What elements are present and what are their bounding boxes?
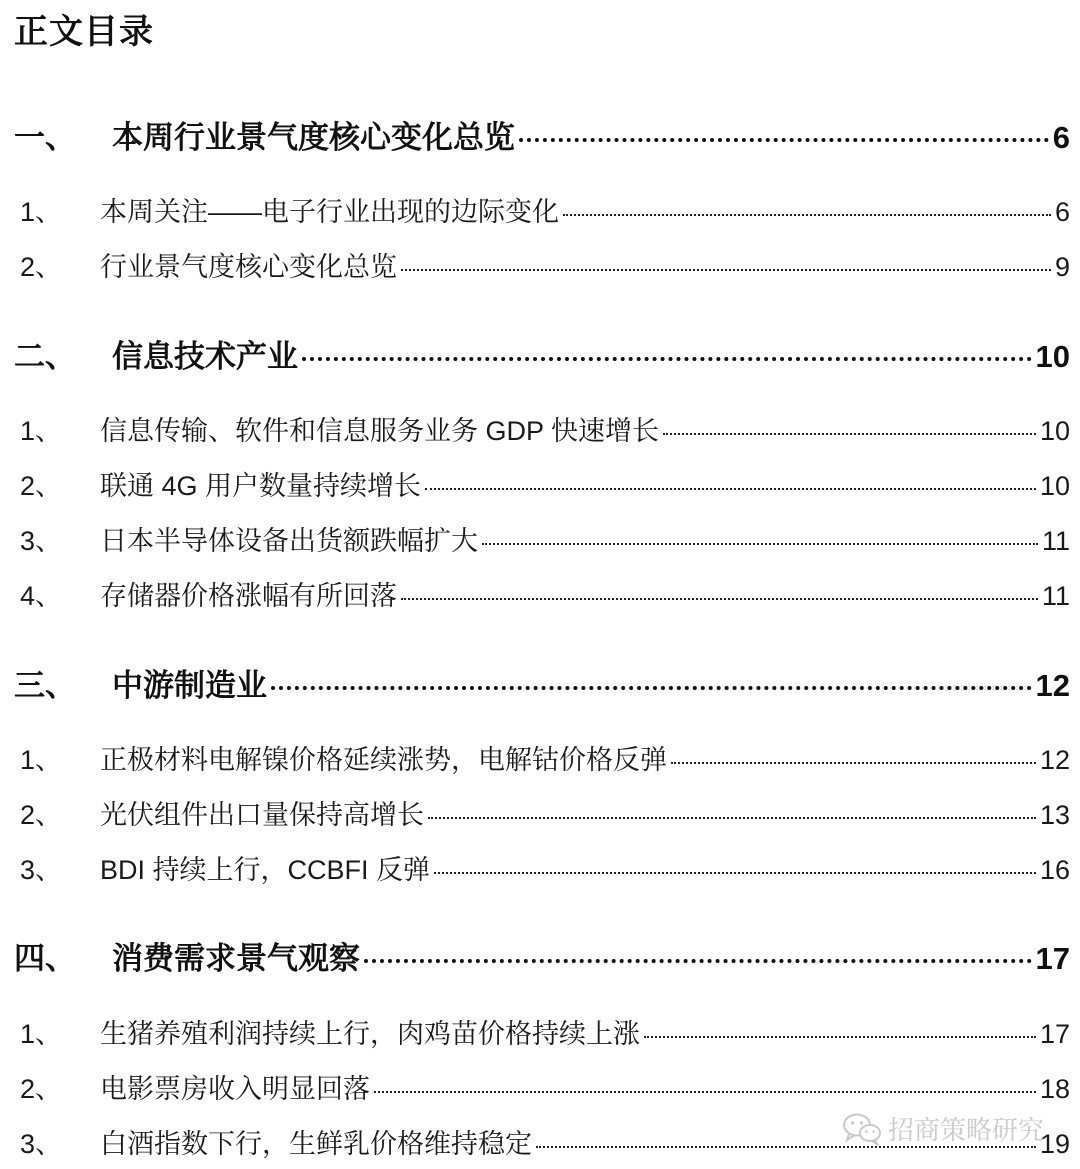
page-number: 10 (1039, 416, 1070, 446)
page-title: 正文目录 (14, 13, 154, 51)
page-number: 13 (1039, 800, 1070, 830)
dot-leader (271, 686, 1032, 690)
toc-item[interactable] (14, 1067, 1070, 1106)
dot-leader (644, 1036, 1036, 1038)
item-number: 1、 (20, 745, 63, 775)
page-number: 17 (1039, 1019, 1070, 1049)
page-number: 17 (1035, 941, 1070, 976)
toc-item[interactable] (14, 848, 1070, 887)
toc-item[interactable] (14, 738, 1070, 777)
section-number: 二、 (14, 339, 76, 374)
page-number: 16 (1039, 855, 1070, 885)
item-title: BDI 持续上行，CCBFI 反弹 (100, 855, 431, 885)
toc-item[interactable] (14, 1012, 1070, 1051)
item-number: 4、 (20, 581, 63, 611)
dot-leader (302, 357, 1032, 361)
item-number: 2、 (20, 800, 63, 830)
item-number: 2、 (20, 1074, 63, 1104)
item-number: 1、 (20, 416, 63, 446)
watermark-text: 招商策略研究 (887, 1115, 1044, 1145)
item-number: 3、 (20, 526, 63, 556)
item-number: 2、 (20, 471, 63, 501)
item-title: 本周关注——电子行业出现的边际变化 (100, 197, 559, 227)
dot-leader (374, 1091, 1036, 1093)
watermark (842, 1110, 1044, 1147)
item-number: 2、 (20, 252, 63, 282)
page-number: 6 (1054, 197, 1070, 227)
page-number: 19 (1039, 1129, 1070, 1159)
item-title: 信息传输、软件和信息服务业务 GDP 快速增长 (100, 416, 660, 446)
page-number: 10 (1039, 471, 1070, 501)
dot-leader (563, 214, 1051, 216)
item-title: 联通 4G 用户数量持续增长 (100, 471, 422, 501)
wechat-icon (842, 1112, 882, 1146)
dot-leader (519, 138, 1049, 142)
section-title: 中游制造业 (112, 668, 267, 703)
section-title: 本周行业景气度核心变化总览 (112, 120, 515, 155)
section-title: 信息技术产业 (112, 339, 298, 374)
item-title: 光伏组件出口量保持高增长 (100, 800, 424, 830)
item-title: 存储器价格涨幅有所回落 (100, 581, 397, 611)
toc-item[interactable] (14, 409, 1070, 448)
toc-section-3[interactable] (14, 660, 1070, 705)
item-number: 3、 (20, 1129, 63, 1159)
page-number: 12 (1039, 745, 1070, 775)
toc-section-2[interactable] (14, 331, 1070, 376)
dot-leader (482, 543, 1038, 545)
section-number: 四、 (14, 941, 76, 976)
item-title: 日本半导体设备出货额跌幅扩大 (100, 526, 478, 556)
page-number: 6 (1052, 120, 1070, 155)
dot-leader (401, 598, 1038, 600)
section-title: 消费需求景气观察 (112, 941, 360, 976)
section-number: 一、 (14, 120, 76, 155)
dot-leader (364, 959, 1032, 963)
page-number: 11 (1041, 581, 1070, 611)
toc-item[interactable] (14, 793, 1070, 832)
page-number: 11 (1041, 526, 1070, 556)
dot-leader (434, 872, 1036, 874)
page-number: 12 (1035, 668, 1070, 703)
dot-leader (401, 269, 1051, 271)
item-title: 电影票房收入明显回落 (100, 1074, 370, 1104)
item-title: 正极材料电解镍价格延续涨势，电解钴价格反弹 (100, 745, 667, 775)
page-number: 18 (1039, 1074, 1070, 1104)
section-number: 三、 (14, 668, 76, 703)
item-number: 1、 (20, 1019, 63, 1049)
toc-section-4[interactable] (14, 933, 1070, 978)
dot-leader (663, 433, 1036, 435)
dot-leader (428, 817, 1036, 819)
item-title: 白酒指数下行，生鲜乳价格维持稳定 (100, 1129, 532, 1159)
toc-item[interactable] (14, 245, 1070, 284)
page-number: 10 (1035, 339, 1070, 374)
item-title: 行业景气度核心变化总览 (100, 252, 397, 282)
item-number: 3、 (20, 855, 63, 885)
item-number: 1、 (20, 197, 63, 227)
dot-leader (425, 488, 1036, 490)
toc-item[interactable] (14, 190, 1070, 229)
toc-item[interactable] (14, 464, 1070, 503)
page-number: 9 (1054, 252, 1070, 282)
toc-section-1[interactable] (14, 112, 1070, 157)
item-title: 生猪养殖利润持续上行，肉鸡苗价格持续上涨 (100, 1019, 640, 1049)
dot-leader (671, 762, 1036, 764)
toc-item[interactable] (14, 574, 1070, 613)
toc-item[interactable] (14, 519, 1070, 558)
